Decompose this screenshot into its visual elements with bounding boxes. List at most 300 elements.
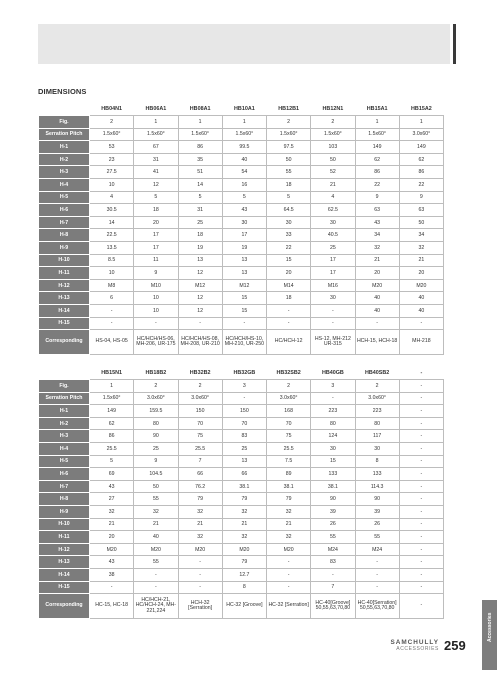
table-cell: 15	[222, 292, 266, 305]
table-cell: 2	[90, 116, 134, 129]
table-row	[39, 531, 444, 544]
row-label: Corresponding	[39, 594, 90, 619]
table-cell: 80	[134, 417, 178, 430]
table-cell: -	[399, 594, 443, 619]
table-cell: 15	[222, 304, 266, 317]
corner-header	[39, 366, 90, 380]
table-cell: 3	[311, 380, 355, 393]
table-cell: 1.5x60°	[134, 128, 178, 141]
brand-logo	[374, 640, 439, 652]
table-cell: 12	[178, 267, 222, 280]
table-cell: 22	[355, 178, 399, 191]
row-label: H-3	[39, 166, 90, 179]
table-cell: -	[311, 392, 355, 405]
table-cell: 54	[222, 166, 266, 179]
table-cell: 18	[178, 229, 222, 242]
table-cell: 86	[355, 166, 399, 179]
table-cell: 12	[134, 178, 178, 191]
column-header: HB40SB2	[355, 366, 399, 380]
row-label: H-9	[39, 241, 90, 254]
table-cell: 17	[311, 254, 355, 267]
table-cell: 10	[134, 304, 178, 317]
table-cell: 25.5	[90, 442, 134, 455]
table-cell: 19	[222, 241, 266, 254]
table-row	[39, 279, 444, 292]
table-cell: 13	[178, 254, 222, 267]
table-cell: 26	[355, 518, 399, 531]
table-cell: 40	[399, 292, 443, 305]
table-cell: 55	[267, 166, 311, 179]
table-cell: 1.5x60°	[90, 392, 134, 405]
table-cell: 124	[311, 430, 355, 443]
table-cell: 133	[311, 468, 355, 481]
table-cell: 89	[267, 468, 311, 481]
row-label: H-15	[39, 581, 90, 594]
table-cell: M8	[90, 279, 134, 292]
row-label: Corresponding	[39, 330, 90, 355]
table-cell: 20	[90, 531, 134, 544]
table-cell: HC-32 [Groove]	[222, 594, 266, 619]
table-cell: -	[399, 531, 443, 544]
table-cell: -	[90, 304, 134, 317]
column-header: HB12B1	[267, 102, 311, 116]
table-cell: 10	[90, 267, 134, 280]
table-cell: 38.1	[267, 480, 311, 493]
row-label: H-6	[39, 468, 90, 481]
table-cell: 51	[178, 166, 222, 179]
table-cell: HC/HCH/HS-06, MH-206, UR-175	[134, 330, 178, 355]
column-header: HB08A1	[178, 102, 222, 116]
table-cell: 7.5	[267, 455, 311, 468]
table-row	[39, 216, 444, 229]
table-cell: 133	[355, 468, 399, 481]
table-cell: 7	[311, 581, 355, 594]
table-cell: -	[399, 468, 443, 481]
header-rule	[453, 24, 456, 64]
table-cell: 25.5	[178, 442, 222, 455]
row-label: Fig.	[39, 116, 90, 129]
table-cell: 55	[134, 556, 178, 569]
table-cell: 5	[134, 191, 178, 204]
table-cell: M20	[222, 543, 266, 556]
table-cell: 103	[311, 141, 355, 154]
row-label: H-15	[39, 317, 90, 330]
table-cell: 5	[178, 191, 222, 204]
row-label: H-11	[39, 267, 90, 280]
table-cell: HS-12, MH-212 UR-315	[311, 330, 355, 355]
table-cell: 25.5	[267, 442, 311, 455]
column-header: HB04N1	[90, 102, 134, 116]
table-row	[39, 468, 444, 481]
table-cell: 13	[222, 254, 266, 267]
table-cell: -	[222, 392, 266, 405]
table-row	[39, 304, 444, 317]
table-cell: M16	[311, 279, 355, 292]
row-label: H-2	[39, 417, 90, 430]
row-label: H-3	[39, 430, 90, 443]
table-cell: 30.5	[90, 204, 134, 217]
table-cell: -	[399, 568, 443, 581]
table-cell: 9	[134, 455, 178, 468]
table-cell: 79	[222, 556, 266, 569]
table-cell: -	[355, 317, 399, 330]
brand-name: SAMCHULLY	[390, 639, 439, 646]
table-row	[39, 267, 444, 280]
table-row	[39, 204, 444, 217]
table-cell: 26	[311, 518, 355, 531]
table-cell: M24	[311, 543, 355, 556]
header-band	[38, 24, 450, 64]
table-cell: 149	[399, 141, 443, 154]
table-cell: 34	[399, 229, 443, 242]
table-cell: 90	[355, 493, 399, 506]
table-cell: 3	[222, 380, 266, 393]
table-cell: 7	[178, 455, 222, 468]
table-cell: 27.5	[90, 166, 134, 179]
table-cell: 2	[311, 116, 355, 129]
table-cell: -	[399, 455, 443, 468]
table-cell: 21	[311, 178, 355, 191]
row-label: H-7	[39, 216, 90, 229]
row-label: H-13	[39, 292, 90, 305]
table-cell: 12.7	[222, 568, 266, 581]
table-cell: 1	[90, 380, 134, 393]
table-cell: 223	[311, 405, 355, 418]
table-cell: 12	[178, 304, 222, 317]
table-cell: 149	[355, 141, 399, 154]
table-row	[39, 505, 444, 518]
table-cell: 70	[178, 417, 222, 430]
table-cell: -	[311, 317, 355, 330]
table-cell: 97.5	[267, 141, 311, 154]
dimensions-table-2	[38, 366, 444, 619]
table-cell: -	[355, 556, 399, 569]
table-cell: 50	[311, 153, 355, 166]
table-cell: 14	[178, 178, 222, 191]
column-header: HB18B2	[134, 366, 178, 380]
table-row	[39, 330, 444, 355]
table-cell: 70	[222, 417, 266, 430]
table-cell: 53	[90, 141, 134, 154]
table-cell: 32	[178, 531, 222, 544]
table-cell: 86	[399, 166, 443, 179]
table-row	[39, 417, 444, 430]
table-cell: 22.5	[90, 229, 134, 242]
table-row	[39, 116, 444, 129]
table-cell: 1.5x60°	[178, 128, 222, 141]
table-cell: -	[267, 581, 311, 594]
table-cell: 38.1	[222, 480, 266, 493]
table-cell: 30	[311, 292, 355, 305]
table-cell: 80	[355, 417, 399, 430]
table-cell: M20	[134, 543, 178, 556]
table-cell: 76.2	[178, 480, 222, 493]
row-label: Serration Pitch	[39, 392, 90, 405]
column-header: HB10A1	[222, 102, 266, 116]
table-cell: 18	[267, 178, 311, 191]
table-cell: 8	[355, 455, 399, 468]
table-cell: 13	[222, 455, 266, 468]
column-header: HB12N1	[311, 102, 355, 116]
table-cell: 39	[311, 505, 355, 518]
table-cell: 25	[178, 216, 222, 229]
table-cell: 67	[134, 141, 178, 154]
row-label: H-9	[39, 505, 90, 518]
table-cell: 21	[90, 518, 134, 531]
table-cell: 32	[399, 241, 443, 254]
table-cell: 21	[178, 518, 222, 531]
table-cell: 83	[311, 556, 355, 569]
table-cell: -	[134, 581, 178, 594]
table-cell: 150	[178, 405, 222, 418]
table-cell: 223	[355, 405, 399, 418]
table-cell: 35	[178, 153, 222, 166]
table-cell: -	[399, 480, 443, 493]
table-cell: 17	[134, 241, 178, 254]
table-cell: 30	[267, 216, 311, 229]
table-cell: 17	[311, 267, 355, 280]
table-cell: 32	[178, 505, 222, 518]
table-cell: 18	[134, 204, 178, 217]
table-row	[39, 178, 444, 191]
table-row	[39, 430, 444, 443]
table-cell: 32	[355, 241, 399, 254]
table-cell: -	[399, 556, 443, 569]
table-cell: 15	[267, 254, 311, 267]
table-cell: 75	[178, 430, 222, 443]
table-cell: 2	[134, 380, 178, 393]
table-cell: 43	[355, 216, 399, 229]
table-cell: M20	[399, 279, 443, 292]
table-cell: M12	[222, 279, 266, 292]
table-cell: 21	[267, 518, 311, 531]
table-cell: 10	[90, 178, 134, 191]
table-row	[39, 128, 444, 141]
table-cell: 40.5	[311, 229, 355, 242]
table-cell: 12	[178, 292, 222, 305]
table-cell: 55	[311, 531, 355, 544]
table-cell: HC-32 [Serration]	[267, 594, 311, 619]
column-header: HB15A1	[355, 102, 399, 116]
table-cell: 10	[134, 292, 178, 305]
table-cell: -	[399, 430, 443, 443]
table-cell: 3.0x60°	[134, 392, 178, 405]
table-cell: 8	[222, 581, 266, 594]
table-cell: 83	[222, 430, 266, 443]
table-cell: -	[222, 317, 266, 330]
table-cell: 17	[222, 229, 266, 242]
table-row	[39, 405, 444, 418]
table-cell: 38.1	[311, 480, 355, 493]
row-label: H-4	[39, 442, 90, 455]
table-cell: 32	[134, 505, 178, 518]
row-label: H-2	[39, 153, 90, 166]
table-cell: 20	[399, 267, 443, 280]
row-label: H-10	[39, 518, 90, 531]
table-cell: 33	[267, 229, 311, 242]
row-label: H-8	[39, 229, 90, 242]
row-label: H-4	[39, 178, 90, 191]
table-cell: 2	[355, 380, 399, 393]
table-cell: HCH-32 [Serration]	[178, 594, 222, 619]
table-cell: 25	[222, 442, 266, 455]
table-cell: -	[399, 380, 443, 393]
table-cell: -	[399, 581, 443, 594]
table-cell: 2	[267, 116, 311, 129]
table-cell: 117	[355, 430, 399, 443]
table-row	[39, 556, 444, 569]
table-cell: 63	[355, 204, 399, 217]
table-cell: -	[267, 556, 311, 569]
table-cell: HC-40[Serration] 50,55,63,70,80	[355, 594, 399, 619]
table-cell: 1.5x60°	[222, 128, 266, 141]
row-label: Serration Pitch	[39, 128, 90, 141]
table-cell: 66	[178, 468, 222, 481]
table-cell: HC-15, HC-18	[90, 594, 134, 619]
table-cell: 70	[267, 417, 311, 430]
table-cell: -	[178, 556, 222, 569]
row-label: H-13	[39, 556, 90, 569]
table-cell: 1	[399, 116, 443, 129]
table-cell: MH-218	[399, 330, 443, 355]
table-cell: 6	[90, 292, 134, 305]
table-cell: HC-40[Groove] 50,55,63,70,80	[311, 594, 355, 619]
table-cell: -	[399, 417, 443, 430]
table-cell: -	[399, 543, 443, 556]
table-row	[39, 153, 444, 166]
table-cell: 30	[311, 442, 355, 455]
table-cell: 64.5	[267, 204, 311, 217]
table-cell: 4	[311, 191, 355, 204]
table-cell: HCH-15, HCH-18	[355, 330, 399, 355]
table-cell: 41	[134, 166, 178, 179]
column-header: HB32GB	[222, 366, 266, 380]
side-tab-label: Accessories	[487, 612, 493, 642]
column-header: HB15A2	[399, 102, 443, 116]
table-cell: HC/HCH/HS-10, MH-210, UR-250	[222, 330, 266, 355]
table-cell: 21	[134, 518, 178, 531]
table-cell: 22	[399, 178, 443, 191]
table-cell: 20	[355, 267, 399, 280]
table-cell: 1	[355, 116, 399, 129]
table-cell: 114.3	[355, 480, 399, 493]
row-label: H-14	[39, 568, 90, 581]
row-label: H-14	[39, 304, 90, 317]
table-row	[39, 191, 444, 204]
table-cell: 32	[267, 531, 311, 544]
table-cell: 5	[222, 191, 266, 204]
table-cell: HC/HCH-12	[267, 330, 311, 355]
table-cell: 30	[222, 216, 266, 229]
table-cell: -	[355, 568, 399, 581]
table-cell: HS-04, HS-05	[90, 330, 134, 355]
row-label: H-10	[39, 254, 90, 267]
table-cell: 75	[267, 430, 311, 443]
table-cell: 23	[90, 153, 134, 166]
table-cell: 1.5x60°	[355, 128, 399, 141]
table-cell: 4	[90, 191, 134, 204]
table-cell: -	[134, 317, 178, 330]
table-cell: -	[399, 505, 443, 518]
row-label: H-12	[39, 279, 90, 292]
table-row	[39, 594, 444, 619]
table-row	[39, 480, 444, 493]
table-cell: 62	[90, 417, 134, 430]
table-cell: 62	[399, 153, 443, 166]
table-cell: 5	[90, 455, 134, 468]
table-cell: 17	[134, 229, 178, 242]
table-cell: 79	[178, 493, 222, 506]
table-cell: 62.5	[311, 204, 355, 217]
table-cell: 31	[134, 153, 178, 166]
table-cell: 55	[134, 493, 178, 506]
table-cell: 1	[134, 116, 178, 129]
table-cell: 55	[355, 531, 399, 544]
table-cell: 30	[355, 442, 399, 455]
table-cell: 25	[134, 442, 178, 455]
table-cell: M12	[178, 279, 222, 292]
corner-header	[39, 102, 90, 116]
table-cell: 69	[90, 468, 134, 481]
row-label: H-1	[39, 405, 90, 418]
table-cell: -	[267, 304, 311, 317]
table-cell: -	[267, 568, 311, 581]
table-header-row	[39, 366, 444, 380]
table-cell: M14	[267, 279, 311, 292]
table-cell: 2	[178, 380, 222, 393]
table-cell: 14	[90, 216, 134, 229]
table-cell: 32	[90, 505, 134, 518]
row-label: Fig.	[39, 380, 90, 393]
table-cell: 1.5x60°	[311, 128, 355, 141]
table-row	[39, 518, 444, 531]
table-cell: 21	[222, 518, 266, 531]
table-cell: 32	[222, 505, 266, 518]
table-cell: -	[178, 317, 222, 330]
table-cell: -	[178, 581, 222, 594]
table-cell: M20	[355, 279, 399, 292]
table-cell: -	[90, 317, 134, 330]
table-cell: 1	[178, 116, 222, 129]
table-row	[39, 568, 444, 581]
table-cell: -	[134, 568, 178, 581]
table-cell: 62	[355, 153, 399, 166]
table-cell: 8.5	[90, 254, 134, 267]
table-row	[39, 166, 444, 179]
table-row	[39, 141, 444, 154]
table-cell: 50	[134, 480, 178, 493]
table-row	[39, 292, 444, 305]
table-row	[39, 543, 444, 556]
row-label: H-5	[39, 455, 90, 468]
column-header: HB32SB2	[267, 366, 311, 380]
table-row	[39, 241, 444, 254]
table-cell: 27	[90, 493, 134, 506]
page-number: 259	[444, 638, 466, 653]
table-cell: 90	[311, 493, 355, 506]
table-cell: 1.5x60°	[267, 128, 311, 141]
table-row	[39, 392, 444, 405]
table-cell: 13	[222, 267, 266, 280]
table-cell: 3.0x60°	[355, 392, 399, 405]
table-cell: -	[399, 493, 443, 506]
section-title: DIMENSIONS	[38, 87, 87, 96]
table-cell: -	[178, 568, 222, 581]
row-label: H-1	[39, 141, 90, 154]
table-cell: 43	[222, 204, 266, 217]
table-cell: -	[399, 518, 443, 531]
row-label: H-12	[39, 543, 90, 556]
